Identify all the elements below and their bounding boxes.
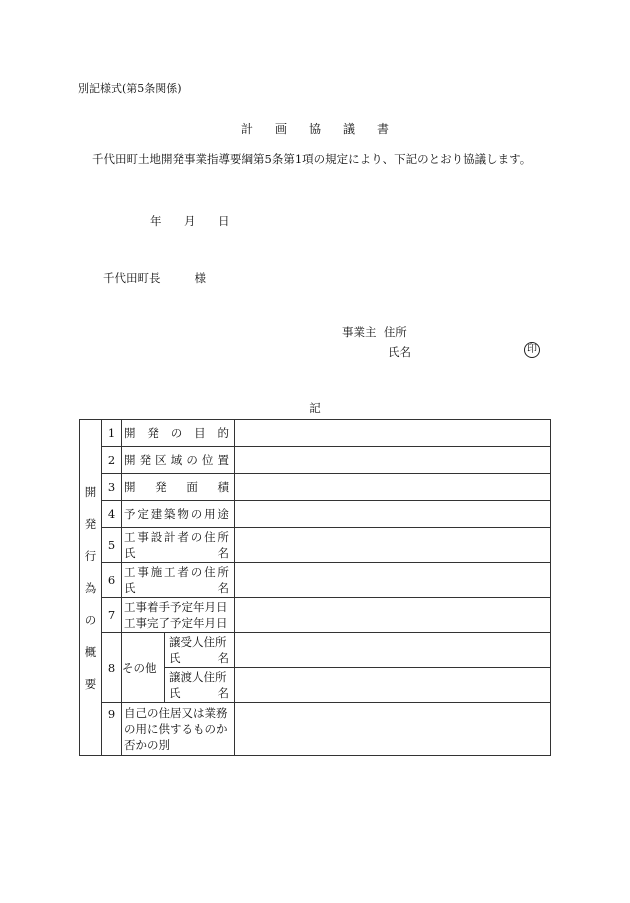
table-row (80, 598, 551, 633)
table-row (80, 703, 551, 756)
document-title (0, 120, 630, 137)
seal-icon: 印 (524, 342, 540, 358)
side-char: 為 (84, 580, 97, 595)
value-cell-residence-use[interactable] (235, 703, 551, 756)
row-number: 6 (102, 563, 122, 598)
title-char: 議 (343, 122, 356, 136)
date-day: 日 (218, 214, 230, 228)
value-cell-area[interactable] (235, 474, 551, 501)
table-row (80, 563, 551, 598)
table-row (80, 501, 551, 528)
side-label (80, 420, 102, 756)
sub-label: 譲受人住所 氏 名 (165, 633, 235, 668)
title-char: 協 (308, 122, 321, 136)
title-char: 画 (274, 122, 287, 136)
row-number: 5 (102, 528, 122, 563)
side-char: 概 (84, 644, 97, 659)
value-cell-designer[interactable] (235, 528, 551, 563)
sub-label: 譲渡人住所 氏 名 (165, 668, 235, 703)
row-number: 4 (102, 501, 122, 528)
row-label: 工 事 施 工 者 の 住 所 氏 名 (122, 563, 235, 598)
value-cell-transferor[interactable] (235, 668, 551, 703)
side-char: の (84, 612, 97, 627)
title-char: 計 (240, 122, 253, 136)
side-char: 行 (84, 548, 97, 563)
date-year: 年 (150, 214, 162, 228)
row-number: 9 (102, 703, 122, 756)
intro-text: 千代田町土地開発事業指導要綱第5条第1項の規定により、下記のとおり協議します。 (92, 152, 532, 166)
row-label: 予 定 建 築 物 の 用 途 (122, 501, 235, 528)
value-cell-building-use[interactable] (235, 501, 551, 528)
business-owner-label: 事業主 (342, 325, 377, 339)
form-label: 別記様式(第5条関係) (78, 82, 182, 95)
row-number: 8 (102, 633, 122, 703)
table-row (80, 447, 551, 474)
row-label: 開 発 区 域 の 位 置 (122, 447, 235, 474)
row-number: 3 (102, 474, 122, 501)
row-label: 自己の住居又は業務の用に供するものか否かの別 (122, 703, 235, 756)
value-cell-contractor[interactable] (235, 563, 551, 598)
date-month: 月 (184, 214, 196, 228)
title-char: 書 (377, 122, 390, 136)
row-label: 開 発 面 積 (122, 474, 235, 501)
table-row (80, 633, 551, 668)
side-char: 発 (84, 516, 97, 531)
row-number: 7 (102, 598, 122, 633)
row-number: 1 (102, 420, 122, 447)
side-char: 開 (84, 484, 97, 499)
business-owner-address (342, 324, 407, 340)
addressee (103, 270, 206, 286)
row-label: その他 (122, 633, 165, 703)
address-label: 住所 (383, 325, 407, 339)
ki-heading: 記 (309, 401, 321, 415)
table-row (80, 528, 551, 563)
table-row (80, 420, 551, 447)
row-label: 工 事 設 計 者 の 住 所 氏 名 (122, 528, 235, 563)
row-label: 開 発 の 目 的 (122, 420, 235, 447)
value-cell-transferee[interactable] (235, 633, 551, 668)
addressee-honorific: 様 (194, 271, 206, 285)
value-cell-schedule[interactable] (235, 598, 551, 633)
value-cell-purpose[interactable] (235, 420, 551, 447)
addressee-name: 千代田町長 (103, 271, 161, 285)
side-char: 要 (84, 676, 97, 691)
date-line (150, 213, 252, 229)
table-row (80, 474, 551, 501)
business-owner-name: 氏名 (388, 345, 411, 359)
row-number: 2 (102, 447, 122, 474)
value-cell-location[interactable] (235, 447, 551, 474)
row-label: 工事着手予定年月日 工事完了予定年月日 (122, 598, 235, 633)
overview-table (79, 419, 551, 756)
